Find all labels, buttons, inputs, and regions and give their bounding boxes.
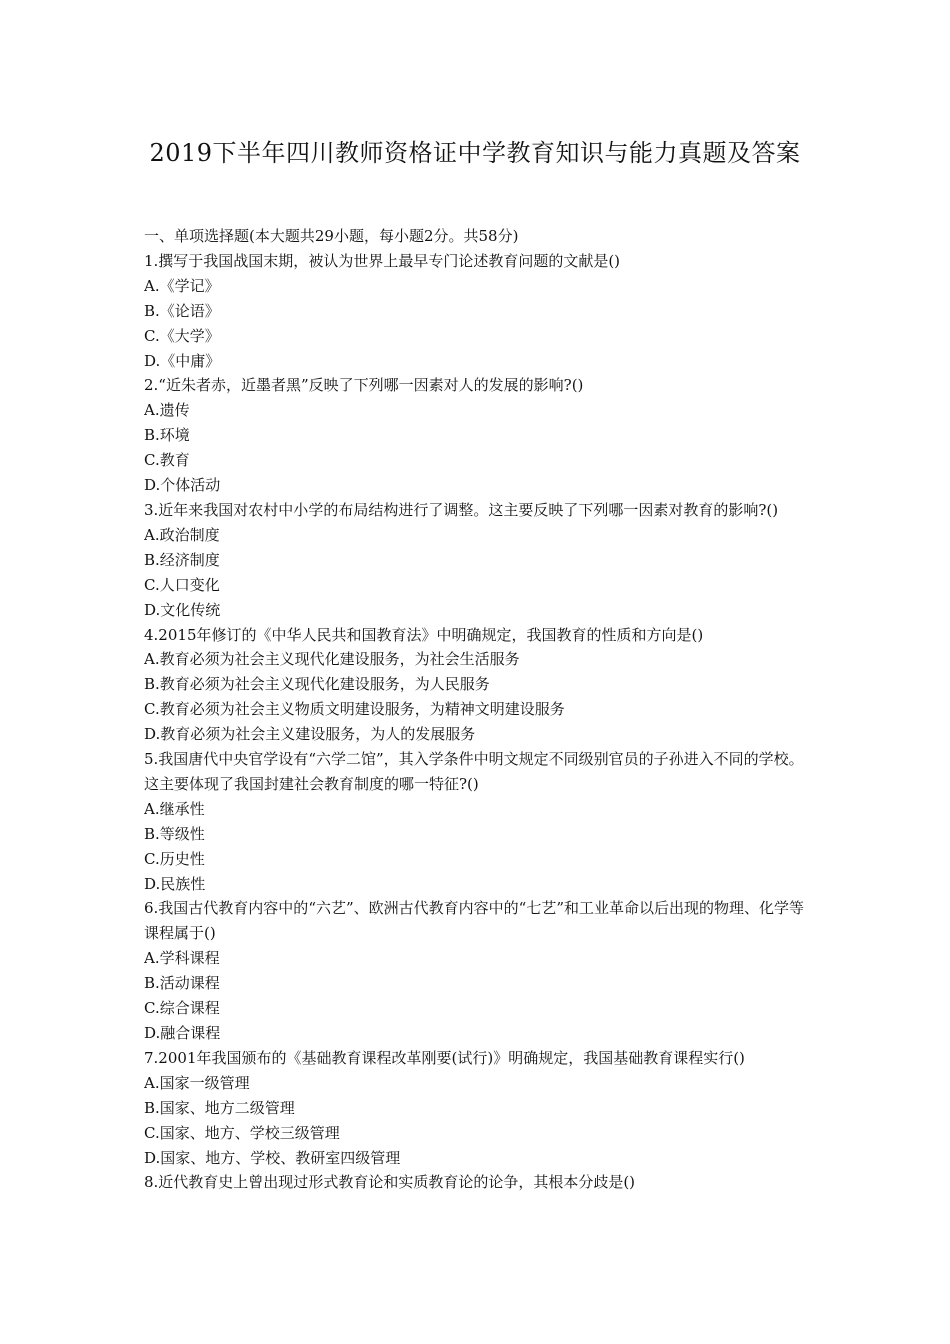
question-stem: 6.我国古代教育内容中的“六艺”、欧洲古代教育内容中的“七艺”和工业革命以后出现的物理、化学等课程属于() (144, 899, 804, 943)
answer-option: A.学科课程 (144, 949, 220, 968)
answer-option: A.遗传 (144, 401, 190, 420)
section-heading: 一、单项选择题(本大题共29小题，每小题2分。共58分) (144, 227, 519, 245)
question-block (144, 747, 814, 896)
answer-option: A.国家一级管理 (144, 1073, 250, 1092)
answer-option: D.文化传统 (144, 600, 221, 619)
answer-option: A.《学记》 (144, 276, 220, 295)
answer-option: B.《论语》 (144, 301, 220, 320)
answer-option: D.融合课程 (144, 1024, 221, 1042)
document-title: 2019下半年四川教师资格证中学教育知识与能力真题及答案 (149, 139, 801, 167)
answer-option: B.等级性 (144, 824, 205, 843)
answer-option: C.教育必须为社会主义物质文明建设服务，为精神文明建设服务 (144, 700, 565, 719)
answer-option: C.国家、地方、学校三级管理 (144, 1123, 340, 1142)
answer-option: B.环境 (144, 426, 190, 445)
question-stem: 7.2001年我国颁布的《基础教育课程改革刚要(试行)》明确规定，我国基础教育课程实行() (144, 1048, 745, 1067)
answer-option: B.活动课程 (144, 974, 220, 993)
question-stem: 8.近代教育史上曾出现过形式教育论和实质教育论的论争，其根本分歧是() (144, 1173, 636, 1192)
answer-option: A.政治制度 (144, 525, 220, 544)
question-stem: 4.2015年修订的《中华人民共和国教育法》中明确规定，我国教育的性质和方向是() (144, 625, 704, 644)
answer-option: A.继承性 (144, 799, 205, 818)
answer-option: A.教育必须为社会主义现代化建设服务，为社会生活服务 (144, 650, 520, 669)
answer-option: D.国家、地方、学校、教研室四级管理 (144, 1148, 401, 1167)
answer-option: C.教育 (144, 451, 190, 470)
answer-option: B.经济制度 (144, 550, 220, 569)
question-block (144, 1046, 814, 1171)
answer-option: D.《中庸》 (144, 351, 221, 370)
answer-option: D.教育必须为社会主义建设服务，为人的发展服务 (144, 725, 476, 744)
answer-option: B.教育必须为社会主义现代化建设服务，为人民服务 (144, 675, 490, 694)
answer-option: C.综合课程 (144, 999, 220, 1018)
answer-option: D.民族性 (144, 874, 206, 893)
question-block (144, 623, 814, 748)
question-stem: 5.我国唐代中央官学设有“六学二馆”，其入学条件中明文规定不同级别官员的子孙进入不同的学校。这主要体现了我国封建社会教育制度的哪一特征?() (144, 750, 804, 793)
question-block (144, 896, 814, 1045)
question-stem: 3.近年来我国对农村中小学的布局结构进行了调整。这主要反映了下列哪一因素对教育的影响?() (144, 500, 779, 519)
answer-option: D.个体活动 (144, 476, 221, 495)
question-block (144, 498, 814, 623)
question-stem: 2.“近朱者赤，近墨者黑”反映了下列哪一因素对人的发展的影响?() (144, 376, 584, 395)
answer-option: C.历史性 (144, 849, 205, 868)
answer-option: C.《大学》 (144, 326, 220, 345)
question-block (144, 373, 814, 498)
answer-option: C.人口变化 (144, 575, 220, 594)
question-block (144, 1170, 814, 1195)
document-body (144, 224, 814, 1195)
answer-option: B.国家、地方二级管理 (144, 1098, 295, 1117)
question-stem: 1.撰写于我国战国末期，被认为世界上最早专门论述教育问题的文献是() (144, 251, 621, 270)
question-block (144, 249, 814, 374)
